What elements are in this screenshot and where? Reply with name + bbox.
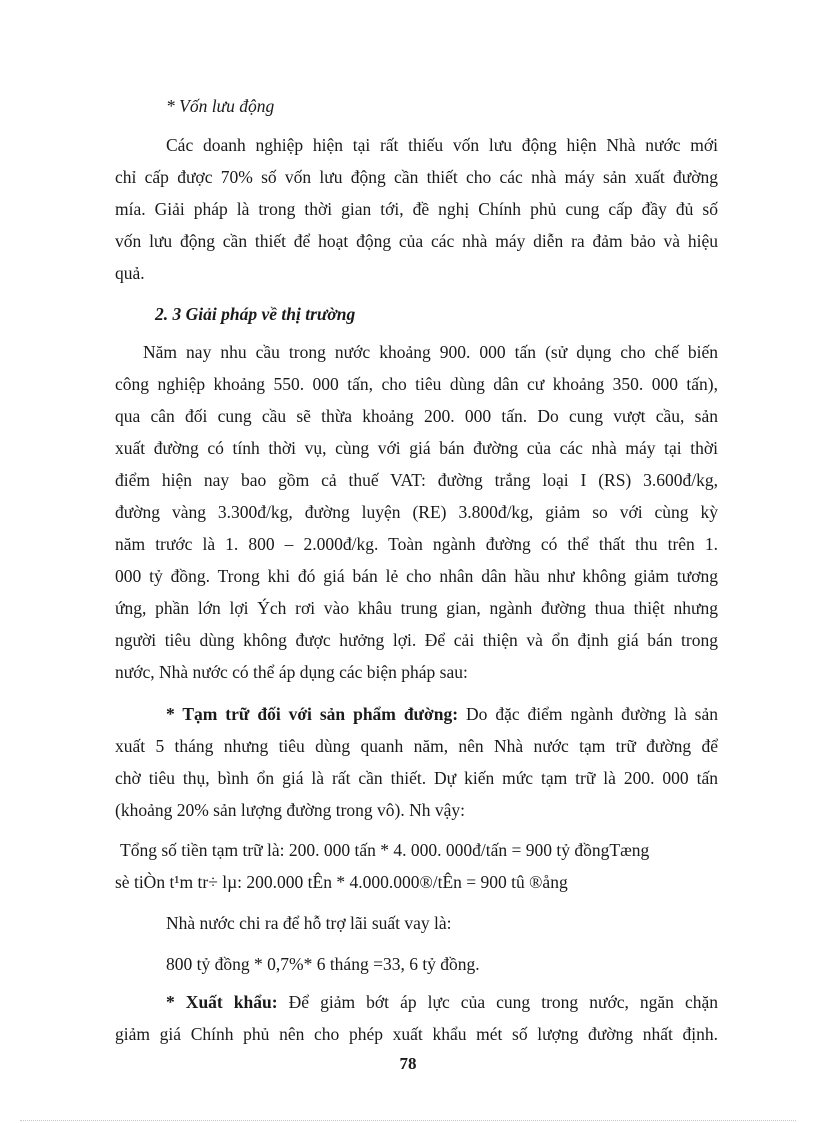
section-heading-market: 2. 3 Giải pháp về thị trường <box>155 304 356 324</box>
paragraph-line: công nghiệp khoảng 550. 000 tấn, cho tiêu dùng dân cư khoảng 350. 000 tấn), <box>115 374 718 394</box>
paragraph-line: điểm hiện nay bao gồm cả thuế VAT: đường trắng loại I (RS) 3.600đ/kg, <box>115 470 718 490</box>
export-paragraph-first-line <box>166 991 718 1013</box>
paragraph-line: quả. <box>115 263 145 283</box>
paragraph-line: mía. Giải pháp là trong thời gian tới, đề nghị Chính phủ cung cấp đầy đủ số <box>115 199 718 219</box>
paragraph-line: đường vàng 3.300đ/kg, đường luyện (RE) 3.800đ/kg, giảm so với cùng kỳ <box>115 502 718 522</box>
export-first-rest: Để giảm bớt áp lực của cung trong nước, ngăn chặn <box>277 992 718 1012</box>
stockpile-paragraph-first-line <box>166 703 718 725</box>
export-lead: * Xuất khẩu: <box>166 992 278 1012</box>
interest-calculation-line: 800 tỷ đồng * 0,7%* 6 tháng =33, 6 tỷ đồng. <box>166 954 480 974</box>
paragraph-line: ứng, phần lớn lợi Ých rơi vào khâu trung gian, ngành đường thua thiệt nhưng <box>115 598 718 618</box>
paragraph-line: 000 tỷ đồng. Trong khi đó giá bán lẻ cho nhân dân hầu như không giảm tương <box>115 566 718 586</box>
paragraph-line: giảm giá Chính phủ nên cho phép xuất khẩu mét số lượng đường nhất định. <box>115 1024 718 1044</box>
total-stockpile-line-garbled: sè tiÒn t¹m tr÷ lµ: 200.000 tÊn * 4.000.000®/tÊn = 900 tû ®ång <box>115 872 568 892</box>
paragraph-line: xuất đường có tính thời vụ, cùng với giá bán đường của các nhà máy tại thời <box>115 438 718 458</box>
paragraph-line: vốn lưu động cần thiết để hoạt động của các nhà máy diễn ra đảm bảo và hiệu <box>115 231 718 251</box>
paragraph-line: xuất 5 tháng nhưng tiêu dùng quanh năm, nên Nhà nước tạm trữ đường để <box>115 736 718 756</box>
paragraph-line: chỉ cấp được 70% số vốn lưu động cần thiết cho các nhà máy sản xuất đường <box>115 167 718 187</box>
paragraph-line: người tiêu dùng không được hưởng lợi. Để cải thiện và ổn định giá bán trong <box>115 630 718 650</box>
paragraph-line: Năm nay nhu cầu trong nước khoảng 900. 000 tấn (sử dụng cho chế biến <box>143 342 718 362</box>
subheading-working-capital: * Vốn lưu động <box>166 96 275 116</box>
interest-support-line: Nhà nước chi ra để hỗ trợ lãi suất vay là: <box>166 913 452 933</box>
paragraph-line: Các doanh nghiệp hiện tại rất thiếu vốn lưu động hiện Nhà nước mới <box>166 135 718 155</box>
paragraph-line: chờ tiêu thụ, bình ổn giá là rất cần thiết. Dự kiến mức tạm trữ là 200. 000 tấn <box>115 768 718 788</box>
paragraph-line: năm trước là 1. 800 – 2.000đ/kg. Toàn ngành đường có thể thất thu trên 1. <box>115 534 718 554</box>
total-stockpile-line: Tổng số tiền tạm trữ là: 200. 000 tấn * 4. 000. 000đ/tấn = 900 tỷ đồngTæng <box>120 840 650 860</box>
stockpile-lead: * Tạm trữ đối với sản phẩm đường: <box>166 704 459 724</box>
footer-divider <box>20 1120 796 1121</box>
paragraph-line: nước, Nhà nước có thể áp dụng các biện pháp sau: <box>115 662 468 682</box>
page-number: 78 <box>399 1054 417 1073</box>
paragraph-line: (khoảng 20% sản lượng đường trong vô). Nh vậy: <box>115 800 465 820</box>
paragraph-line: qua cân đối cung cầu sẽ thừa khoảng 200. 000 tấn. Do cung vượt cầu, sản <box>115 406 718 426</box>
stockpile-first-rest: Do đặc điểm ngành đường là sản <box>458 704 718 724</box>
